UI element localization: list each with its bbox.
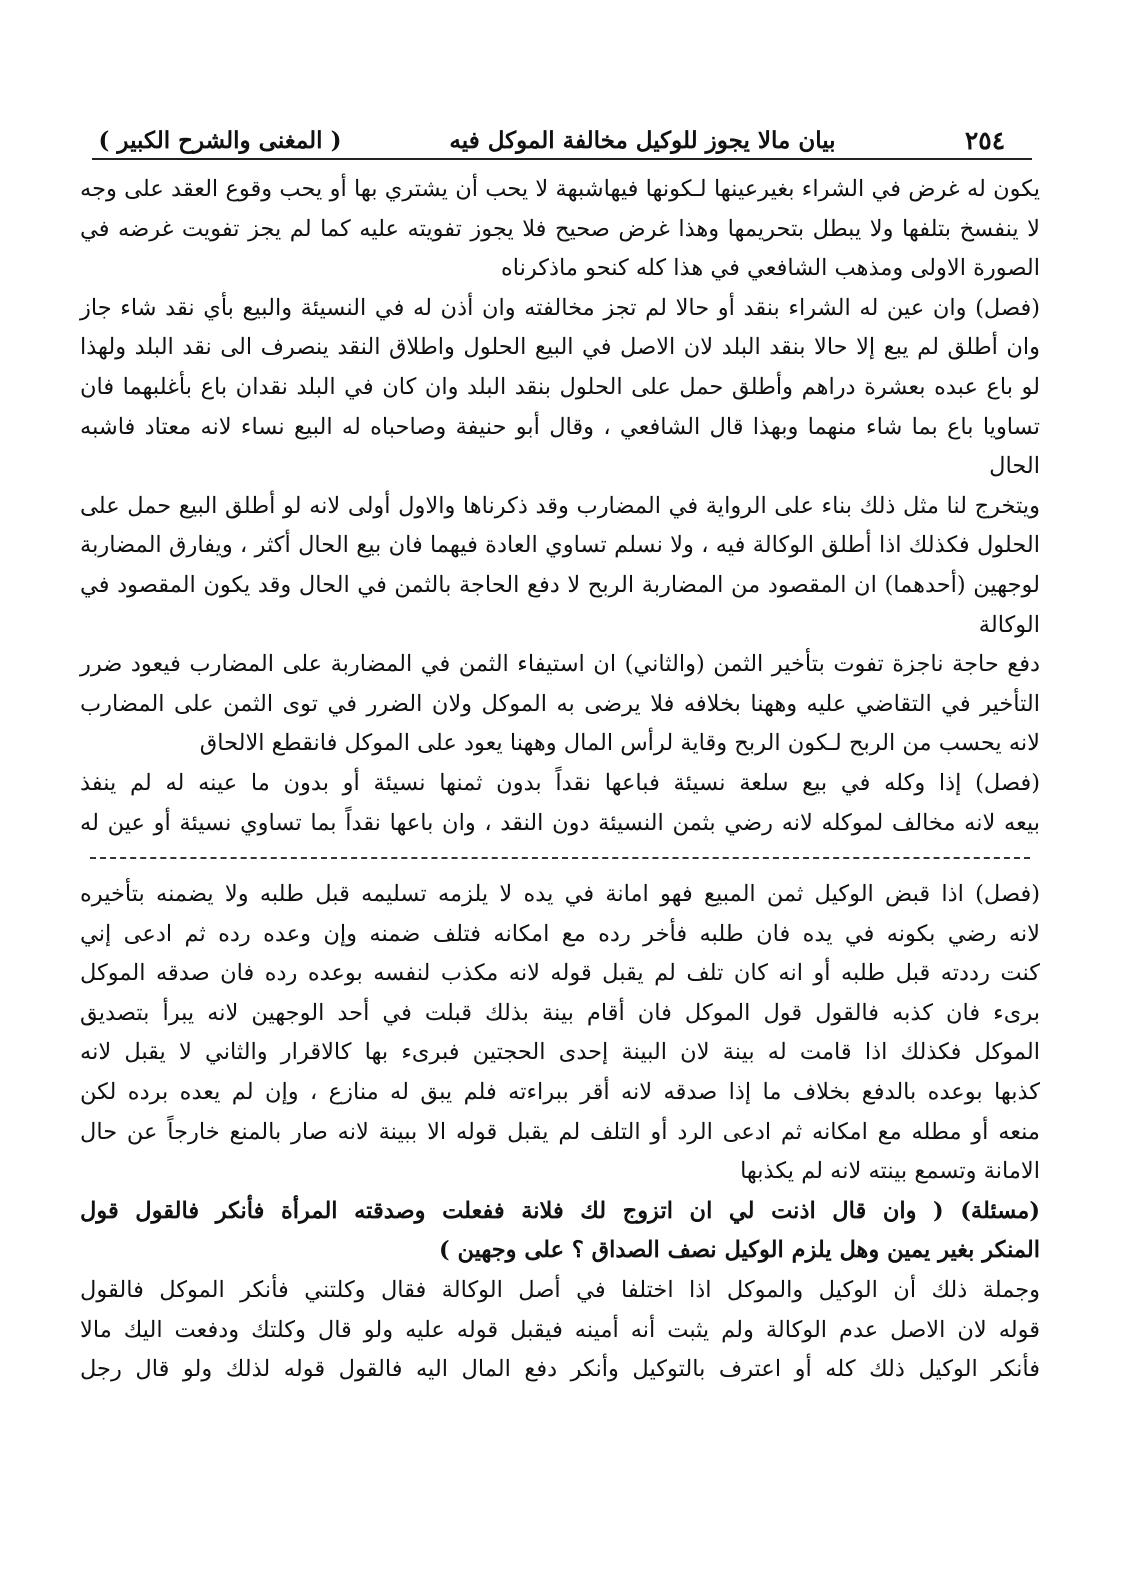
sharh-line: تساويا باع بما شاء منهما وبهذا قال الشافعي ، وقال أبو حنيفة وصاحباه له البيع نساء لانه معتاد فاشبه الحال — [80, 413, 1040, 480]
mughni-line: كذبها بوعده بالدفع بخلاف ما إذا صدقه لانه أقر ببراءته فلم يبق له منازع ، وإن لم يعده برده لكن — [80, 1078, 1040, 1105]
sharh-line: التأخير في التقاضي عليه وههنا بخلافه فلا يرضى به الموكل ولان الضرر في توى الثمن على المضارب — [80, 690, 1040, 717]
header-rule — [92, 158, 1032, 160]
mughni-line: لانه رضي بكونه في يده فان طلبه فأخر رده مع امكانه فتلف ضمنه وإن وعده رده ثم ادعى إني — [80, 920, 1040, 947]
mughni-line: كنت رددته قبل طلبه أو انه كان تلف لم يقبل قوله لانه مكذب لنفسه بوعده رده فان صدقه الموكل — [80, 960, 1040, 987]
masala-line — [80, 1192, 1040, 1232]
running-title: بيان مالا يجوز للوكيل مخالفة الموكل فيه — [449, 127, 836, 154]
sharh-line: ويتخرج لنا مثل ذلك بناء على الرواية في المضارب وقد ذكرناها والاول أولى لانه لو أطلق البيع حمل على — [80, 492, 1040, 519]
mughni-line: وجملة ذلك أن الوكيل والموكل اذا اختلفا في أصل الوكالة فقال وكلتني فأنكر الموكل فالقول — [80, 1276, 1040, 1303]
mughni-line: (فصل) اذا قبض الوكيل ثمن المبيع فهو امانة في يده لا يلزمه تسليمه قبل طلبه ولا يضمنه بتأخيره — [80, 881, 1040, 907]
sharh-line: (فصل) وان عين له الشراء بنقد أو حالا لم تجز مخالفته وان أذن له في النسيئة والبيع بأي نقد شاء جاز — [80, 294, 1040, 321]
sharh-line: لا ينفسخ بتلفها ولا يبطل بتحريمها وهذا غرض صحيح فلا يجوز تفويته عليه كما لم يجز تفويت غرضه في — [80, 215, 1040, 242]
sharh-line: لانه يحسب من الربح لـكون الربح وقاية لرأس المال وههنا يعود على الموكل فانقطع الالحاق — [199, 730, 1040, 757]
mughni-section — [80, 875, 1040, 1390]
mughni-line: الامانة وتسمع بينته لانه لم يكذبها — [740, 1158, 1040, 1185]
page-header — [95, 120, 1030, 158]
sharh-line: وان أطلق لم يبع إلا حالا بنقد البلد لان الاصل في البيع الحلول واطلاق النقد ينصرف الى نقد البلد ولهذا — [80, 334, 1040, 361]
sharh-line: يكون له غرض في الشراء بغيرعينها لـكونها فيهاشبهة لا يحب أن يشتري بها أو يحب وقوع العقد على وجه — [80, 176, 1040, 202]
section-divider — [90, 857, 1030, 859]
mughni-line: برىء فان كذبه فالقول قول الموكل فان أقام بينة بذلك قبلت في أحد الوجهين لانه يبرأ بتصديق — [80, 999, 1040, 1026]
book-title: ( المغنى والشرح الكبير ) — [98, 127, 342, 154]
mughni-line: الموكل فكذلك اذا قامت له بينة لان البينة إحدى الحجتين فبرىء بها كالاقرار والثاني لا يقبل لانه — [80, 1039, 1040, 1066]
sharh-section — [80, 170, 1040, 843]
sharh-line: لوجهين (أحدهما) ان المقصود من المضاربة الربح لا دفع الحاجة بالثمن في الحال وقد يكون المقصود في الوكالة — [80, 571, 1040, 638]
sharh-line: (فصل) إذا وكله في بيع سلعة نسيئة فباعها نقداً بدون ثمنها نسيئة أو بدون ما عينه له لم ينفذ — [80, 769, 1040, 796]
sharh-line: الصورة الاولى ومذهب الشافعي في هذا كله كنحو ماذكرناه — [500, 255, 1040, 282]
masala-label: (مسئلة) — [960, 1197, 1040, 1224]
mughni-line: قوله لان الاصل عدم الوكالة ولم يثبت أنه أمينه فيقبل قوله عليه ولو قال وكلتك ودفعت اليك مالا — [80, 1316, 1040, 1343]
masala-line: المنكر بغير يمين وهل يلزم الوكيل نصف الصداق ؟ على وجهين ) — [439, 1237, 1040, 1264]
mughni-line: فأنكر الوكيل ذلك كله أو اعترف بالتوكيل وأنكر دفع المال اليه فالقول قوله لذلك ولو قال رجل — [80, 1356, 1040, 1383]
sharh-line: لو باع عبده بعشرة دراهم وأطلق حمل على الحلول بنقد البلد وان كان في البلد نقدان باع بأغلبهما فان — [80, 373, 1040, 400]
sharh-line: دفع حاجة ناجزة تفوت بتأخير الثمن (والثاني) ان استيفاء الثمن في المضاربة على المضارب فيعود ضرر — [80, 651, 1040, 678]
sharh-line: بيعه لانه مخالف لموكله لانه رضي بثمن النسيئة دون النقد ، وان باعها نقداً بما تساوي نسيئة أو عين له — [80, 809, 1040, 836]
sharh-line: الحلول فكذلك اذا أطلق الوكالة فيه ، ولا نسلم تساوي العادة فيهما فان بيع الحال أكثر ، ويفارق المضاربة — [80, 532, 1040, 559]
page-number: ٢٥٤ — [964, 126, 1006, 155]
masala-text: ( وان قال اذنت لي ان اتزوج لك فلانة ففعلت وصدقته المرأة فأنكر فالقول قول — [80, 1197, 944, 1224]
mughni-line: منعه أو مطله مع امكانه ثم ادعى الرد أو التلف لم يقبل قوله الا ببينة لانه صار بالمنع خارجاً عن حال — [80, 1118, 1040, 1145]
